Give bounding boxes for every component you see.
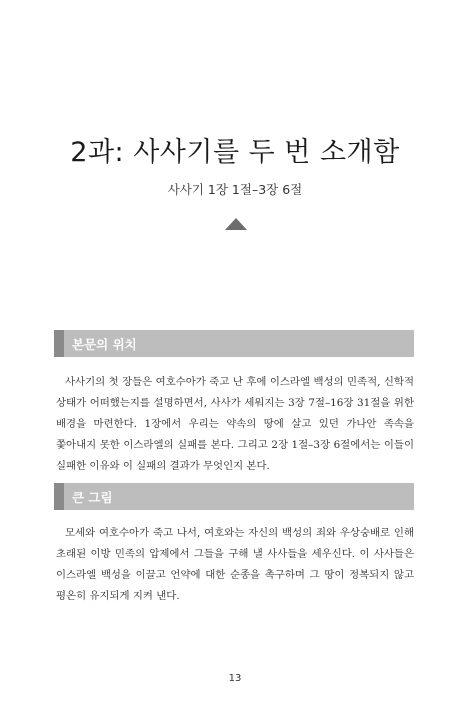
- section-body-paragraph: 사사기의 첫 장들은 여호수아가 죽고 난 후에 이스라엘 백성의 민족적, 신학적 상태가 어떠했는지를 설명하면서, 사사가 세워지는 3장 7절–16장 31절을 위한 배경을 마련한다. 1장에서 우리는 약속의 땅에 살고 있던 가나안 족속을 쫓아내지 못한 이스라엘의 실패를 본다. 그리고 2장 1절–3장 6절에서는 이들이 실패한 이유와 이 실패의 결과가 무엇인지 본다.: [56, 376, 414, 472]
- page-number: 13: [228, 673, 242, 684]
- section-heading-label: 본문의 위치: [72, 337, 137, 352]
- triangle-ornament-icon: [225, 218, 247, 230]
- section-heading-bar-location: [54, 330, 414, 357]
- section-heading-bar-big-picture: [54, 483, 414, 510]
- section-heading-label: 큰 그림: [72, 490, 113, 505]
- chapter-title: 2과: 사사기를 두 번 소개함: [70, 137, 400, 168]
- section-heading-tab: [54, 483, 64, 510]
- section-body-paragraph: 모세와 여호수아가 죽고 나서, 여호와는 자신의 백성의 죄와 우상숭배로 인해 초래된 이방 민족의 압제에서 그들을 구해 낼 사사들을 세우신다. 이 사사들은 이스라엘 백성을 이끌고 언약에 대한 순종을 촉구하며 그 땅이 정복되지 않고 평온히 유지되게 지켜 낸다.: [56, 527, 414, 602]
- section-heading-tab: [54, 330, 64, 357]
- chapter-reference: 사사기 1장 1절–3장 6절: [167, 182, 303, 197]
